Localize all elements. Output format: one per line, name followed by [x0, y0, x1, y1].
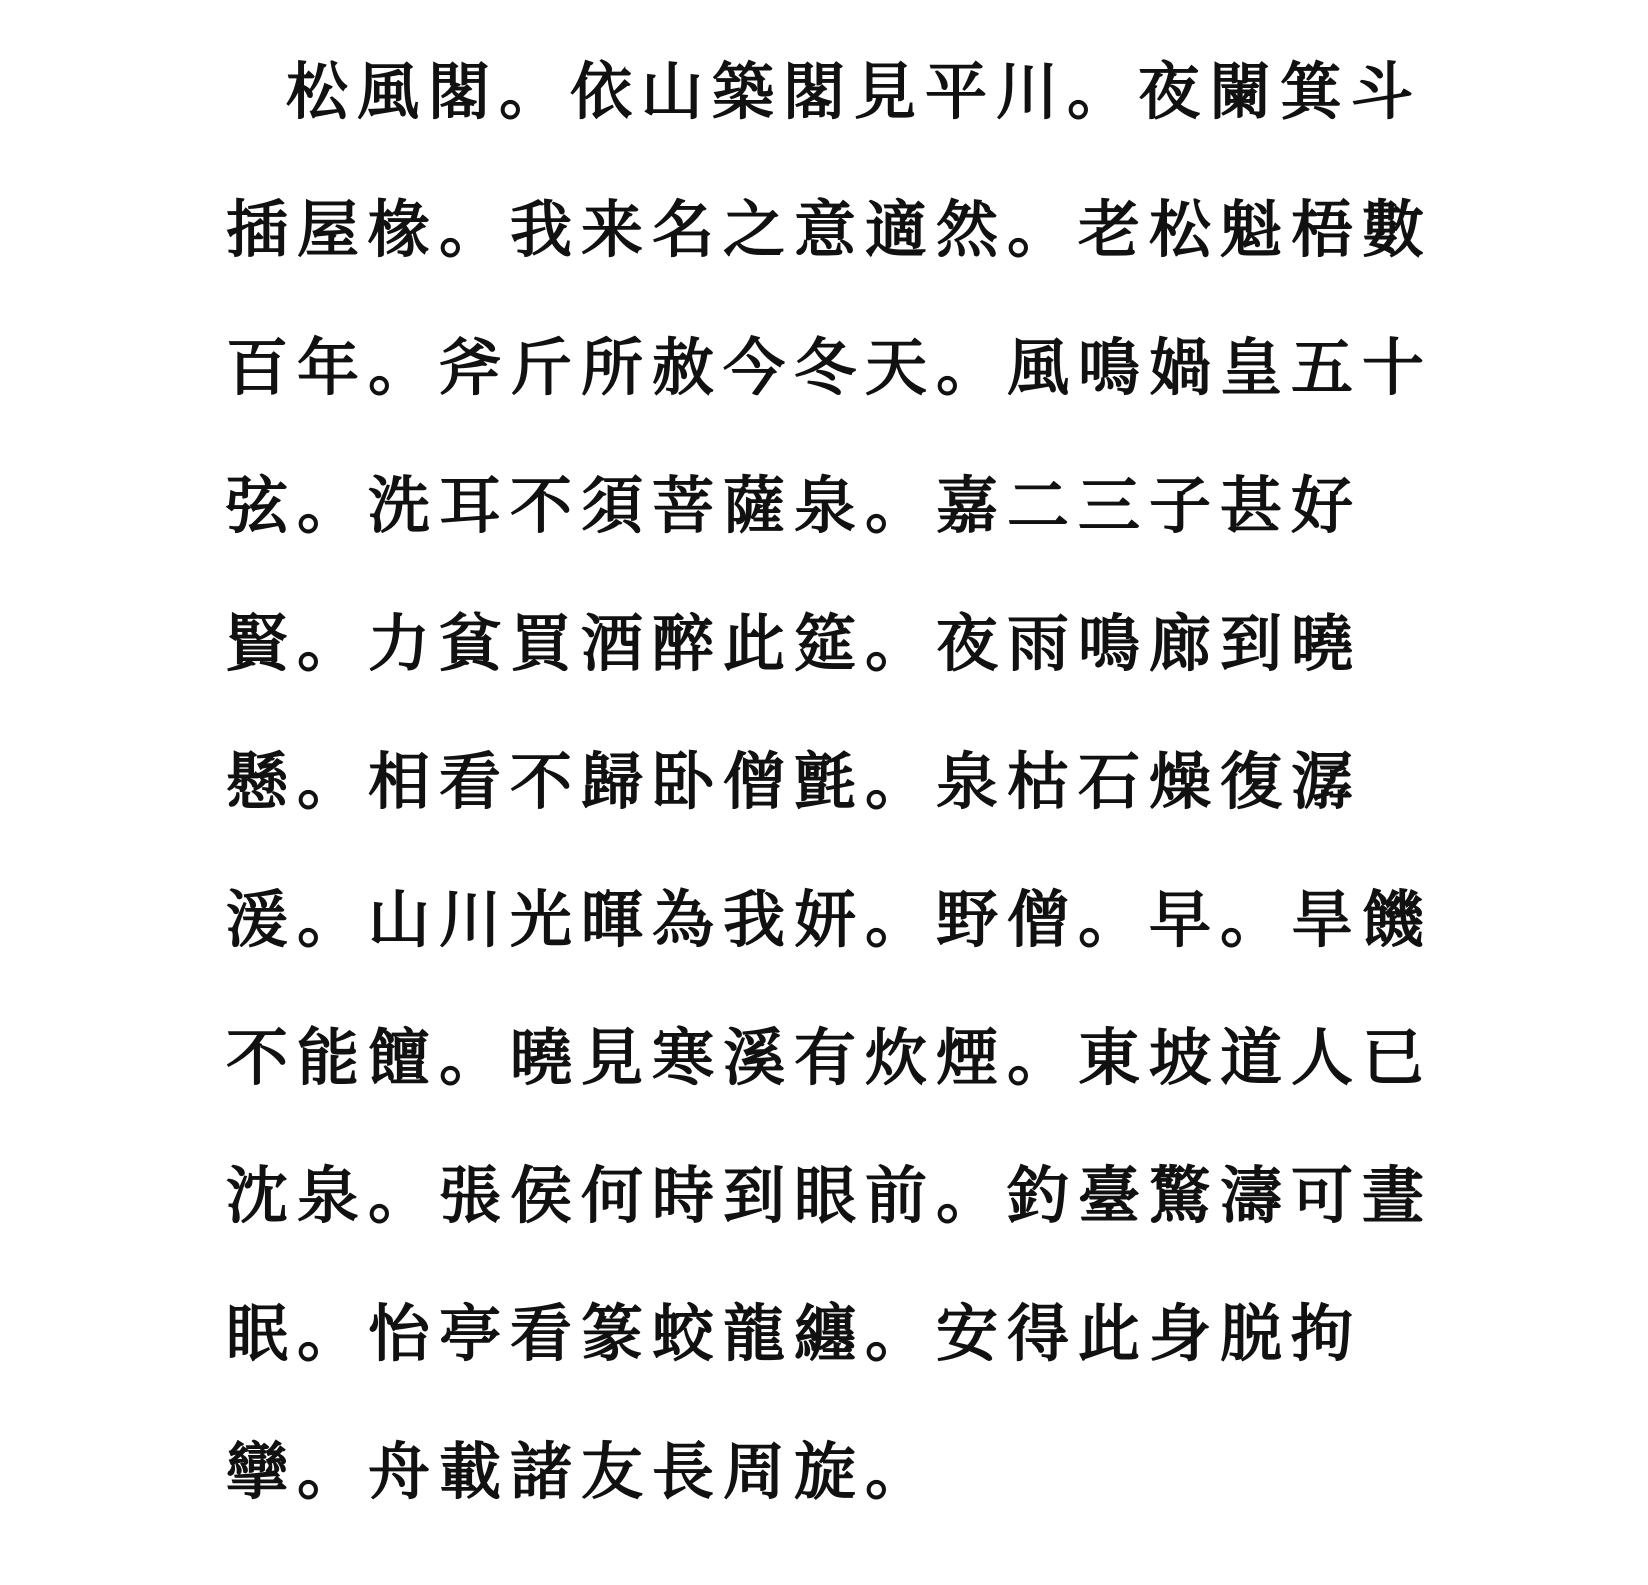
poem-line-10: 眠。怡亭看篆蛟龍纏。安得此身脱拘 — [226, 1297, 1363, 1370]
poem-line-2: 插屋椽。我来名之意適然。老松魁梧數 — [226, 193, 1434, 266]
poem-text — [226, 42, 1466, 1560]
poem-line-8: 不能饘。曉見寒溪有炊煙。東坡道人已 — [226, 1021, 1434, 1094]
poem-line-1: 松風閣。依山築閣見平川。夜闌箕斗 — [286, 55, 1423, 128]
poem-line-7: 湲。山川光暉為我妍。野僧。早。旱饑 — [226, 883, 1434, 956]
poem-line-4: 弦。洗耳不須菩薩泉。嘉二三子甚好 — [226, 469, 1363, 542]
poem-line-6: 懸。相看不歸卧僧氈。泉枯石燥復潺 — [226, 745, 1363, 818]
poem-line-5: 賢。力貧買酒醉此筵。夜雨鳴廊到曉 — [226, 607, 1363, 680]
poem-line-11: 攣。舟載諸友長周旋。 — [226, 1435, 937, 1508]
poem-line-3: 百年。斧斤所赦今冬天。風鳴媧皇五十 — [226, 331, 1434, 404]
poem-line-9: 沈泉。張侯何時到眼前。釣臺驚濤可晝 — [226, 1159, 1434, 1232]
